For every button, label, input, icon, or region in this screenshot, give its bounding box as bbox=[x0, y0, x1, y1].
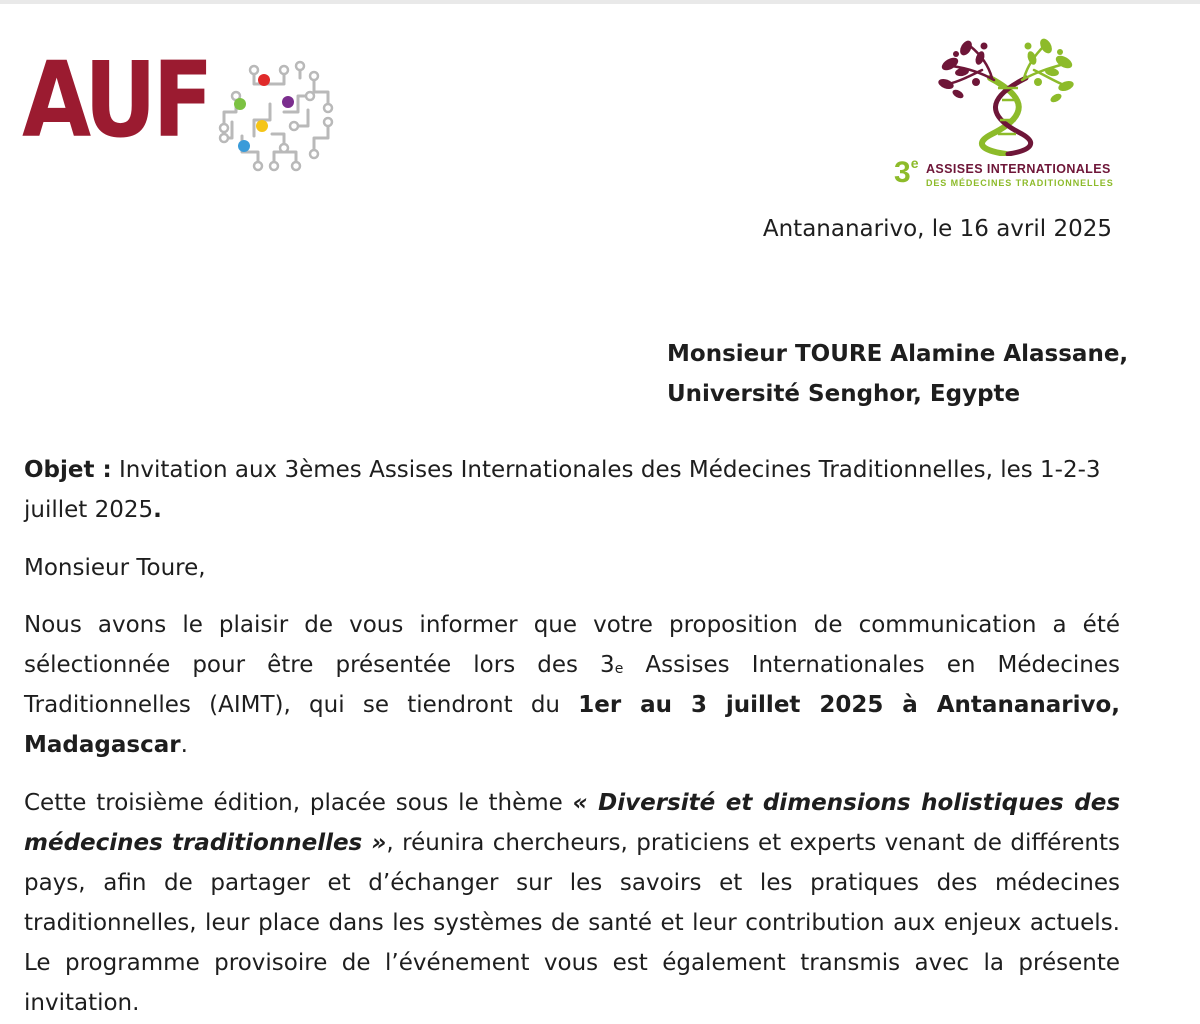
paragraph-1 bbox=[24, 605, 1120, 765]
paragraph-1-text-a: Nous avons le plaisir de vous informer que votre proposition de communication a été sélectionnée pour être présentée lors des 3 bbox=[24, 612, 1120, 678]
recipient-block bbox=[667, 334, 1128, 414]
paragraph-1-end: . bbox=[180, 732, 188, 758]
salutation: Monsieur Toure, bbox=[24, 555, 206, 581]
paragraph-1-superscript: e bbox=[614, 661, 624, 677]
paragraph-2 bbox=[24, 783, 1120, 1023]
object-end: . bbox=[153, 497, 162, 523]
paragraph-2-text-b: , réunira chercheurs, praticiens et experts venant de différents pays, afin de partager et d’échanger sur les savoirs et les pratiques des médecines traditionnelles, leur place dans les systèmes de santé et leur contribution aux enjeux actuels. Le programme provisoire de l’événement vous est également transmis avec la présente invitation. bbox=[24, 830, 1121, 1016]
paragraph-1-event-dates: 1er au 3 juillet 2025 à Antananarivo, Madagascar bbox=[24, 692, 1120, 758]
top-divider bbox=[0, 0, 1200, 4]
aimt-logo-subtitle: DES MÉDECINES TRADITIONNELLES bbox=[926, 178, 1114, 188]
object-label: Objet : bbox=[24, 457, 112, 483]
letter-date: Antananarivo, le 16 avril 2025 bbox=[762, 216, 1112, 242]
object-text: Invitation aux 3èmes Assises Internationales des Médecines Traditionnelles, les 1-2-3 juillet 2025 bbox=[24, 457, 1101, 523]
paragraph-2-text-a: Cette troisième édition, placée sous le thème bbox=[24, 790, 573, 816]
recipient-name: Monsieur TOURE Alamine Alassane, bbox=[667, 341, 1129, 367]
letter-object bbox=[24, 450, 1120, 530]
auf-logo-text: AUF bbox=[22, 39, 210, 161]
aimt-edition-number: 3e bbox=[894, 155, 919, 189]
paragraph-2-theme: « Diversité et dimensions holistiques des médecines traditionnelles » bbox=[24, 790, 1121, 856]
recipient-institution: Université Senghor, Egypte bbox=[667, 381, 1021, 407]
aimt-logo-title: ASSISES INTERNATIONALES bbox=[926, 162, 1111, 176]
dna-tree-icon bbox=[936, 38, 1076, 156]
auf-logo bbox=[22, 39, 342, 176]
auf-globe-network-icon bbox=[214, 56, 340, 176]
paragraph-1-text-b: Assises Internationales en Médecines Traditionnelles (AIMT), qui se tiendront du bbox=[24, 652, 1120, 718]
aimt-logo bbox=[888, 38, 1128, 198]
